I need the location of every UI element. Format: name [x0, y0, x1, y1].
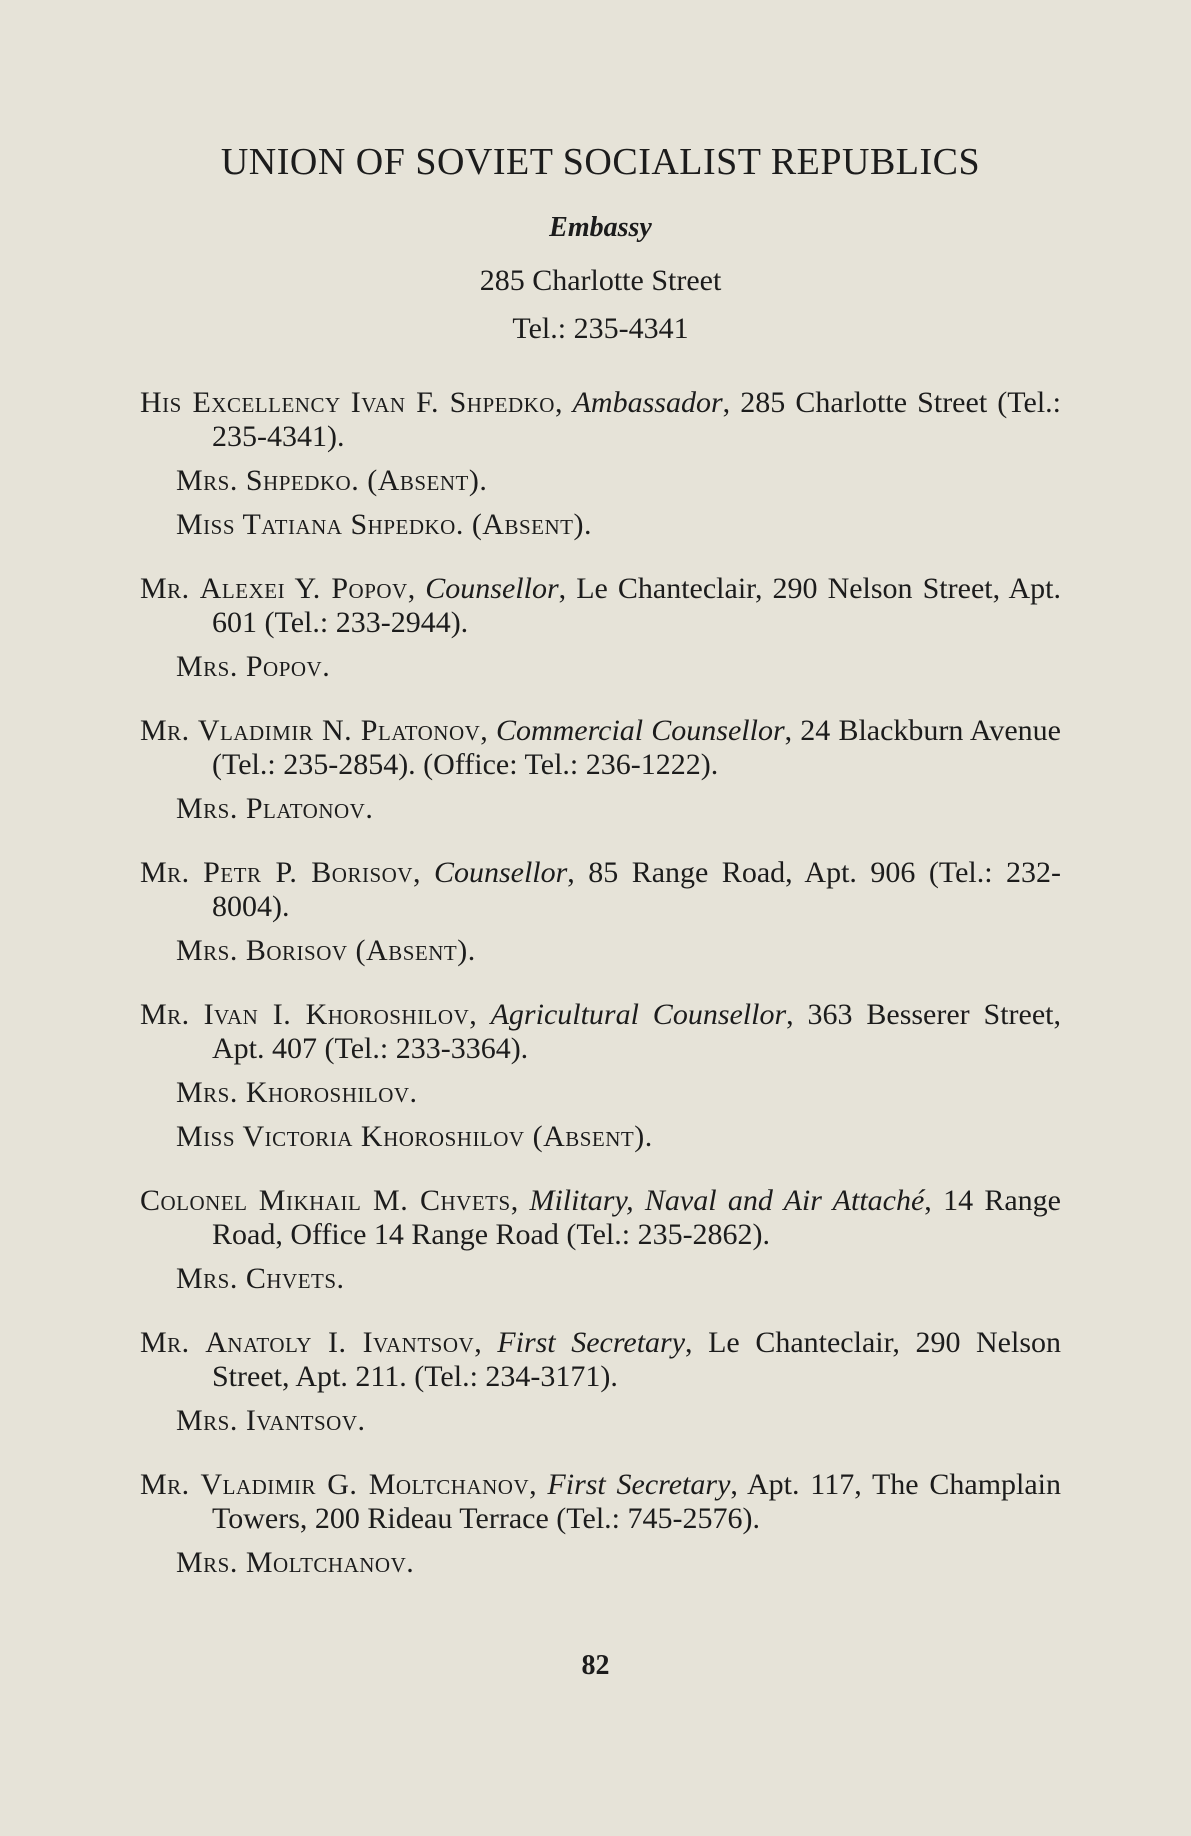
staff-name: Mikhail M. Chvets	[258, 1184, 511, 1217]
honorific: Mr.	[140, 856, 190, 889]
honorific: Mr.	[140, 1468, 190, 1501]
family-member: Mrs. Khoroshilov.	[176, 1076, 418, 1109]
family-member: Mrs. Platonov.	[176, 792, 374, 825]
staff-title: First Secretary	[497, 1326, 686, 1359]
staff-main-line: Mr. Ivan I. Khoroshilov, Agricultural Counsellor, 363 Besserer Street, Apt. 407 (Tel.: 233-3364).	[140, 998, 1062, 1065]
country-heading: UNION OF SOVIET SOCIALIST REPUBLICS	[220, 141, 981, 183]
staff-name: Vladimir N. Platonov	[197, 714, 481, 747]
staff-details: , Le Chanteclair, 290 Nelson Street, Apt. 601 (Tel.: 233-2944).	[212, 572, 1061, 639]
staff-title: Commercial Counsellor	[495, 714, 785, 747]
staff-main-line: His Excellency Ivan F. Shpedko, Ambassador, 285 Charlotte Street (Tel.: 235-4341).	[140, 386, 1061, 453]
honorific: Mr.	[140, 714, 190, 747]
staff-main-line: Mr. Petr P. Borisov, Counsellor, 85 Range Road, Apt. 906 (Tel.: 232-8004).	[140, 856, 1062, 923]
staff-title: Ambassador	[572, 386, 723, 419]
staff-title: Military, Naval and Air Attaché	[529, 1184, 925, 1217]
staff-details: , 285 Charlotte Street (Tel.: 235-4341).	[212, 386, 1061, 453]
staff-title: First Secretary	[547, 1468, 731, 1501]
staff-main-line: Mr. Anatoly I. Ivantsov, First Secretary, Le Chanteclair, 290 Nelson Street, Apt. 211. (Tel.: 234-3171).	[140, 1326, 1062, 1393]
embassy-address: 285 Charlotte Street	[479, 264, 722, 297]
family-member: Mrs. Shpedko. (Absent).	[176, 464, 488, 497]
staff-details: , Le Chanteclair, 290 Nelson Street, Apt. 211. (Tel.: 234-3171).	[212, 1326, 1062, 1393]
family-member: Mrs. Borisov (Absent).	[176, 934, 476, 967]
staff-entry	[140, 386, 1061, 542]
family-member: Mrs. Moltchanov.	[176, 1546, 415, 1579]
staff-main-line: Mr. Vladimir G. Moltchanov, First Secretary, Apt. 117, The Champlain Towers, 200 Rideau Terrace (Tel.: 745-2576).	[140, 1468, 1062, 1535]
staff-title: Counsellor	[425, 572, 559, 605]
staff-name: Petr P. Borisov	[203, 856, 413, 889]
staff-details: , 24 Blackburn Avenue (Tel.: 235-2854). (Office: Tel.: 236-1222).	[212, 714, 1061, 781]
staff-entry	[140, 998, 1061, 1154]
staff-title: Counsellor	[433, 856, 568, 889]
family-member: Mrs. Chvets.	[176, 1262, 345, 1295]
family-member: Miss Tatiana Shpedko. (Absent).	[176, 508, 592, 541]
staff-main-line: Mr. Alexei Y. Popov, Counsellor, Le Chanteclair, 290 Nelson Street, Apt. 601 (Tel.: 233-2944).	[140, 572, 1061, 639]
honorific: Mr.	[140, 1326, 190, 1359]
page-number: 82	[581, 1650, 610, 1681]
staff-name: Ivan I. Khoroshilov	[203, 998, 470, 1031]
staff-name: Anatoly I. Ivantsov	[205, 1326, 475, 1359]
staff-entry	[140, 856, 1061, 968]
staff-name: Ivan F. Shpedko	[350, 386, 555, 419]
family-member: Miss Victoria Khoroshilov (Absent).	[176, 1120, 653, 1153]
staff-entry	[140, 714, 1061, 826]
staff-title: Agricultural Counsellor	[490, 998, 787, 1031]
honorific: His Excellency	[140, 386, 341, 419]
staff-name: Vladimir G. Moltchanov	[200, 1468, 530, 1501]
honorific: Colonel	[140, 1184, 248, 1217]
honorific: Mr.	[140, 998, 190, 1031]
embassy-telephone: Tel.: 235-4341	[512, 312, 689, 345]
section-heading: Embassy	[549, 212, 652, 243]
honorific: Mr.	[140, 572, 190, 605]
family-member: Mrs. Ivantsov.	[176, 1404, 366, 1437]
staff-entry	[140, 1326, 1061, 1438]
staff-entry	[140, 572, 1061, 684]
staff-main-line: Mr. Vladimir N. Platonov, Commercial Counsellor, 24 Blackburn Avenue (Tel.: 235-2854). (Office: Tel.: 236-1222).	[140, 714, 1061, 781]
family-member: Mrs. Popov.	[176, 650, 331, 683]
staff-details: , Apt. 117, The Champlain Towers, 200 Rideau Terrace (Tel.: 745-2576).	[212, 1468, 1062, 1535]
staff-entry	[140, 1468, 1061, 1580]
staff-main-line: Colonel Mikhail M. Chvets, Military, Naval and Air Attaché, 14 Range Road, Office 14 Range Road (Tel.: 235-2862).	[140, 1184, 1061, 1251]
staff-name: Alexei Y. Popov	[199, 572, 408, 605]
staff-details: , 14 Range Road, Office 14 Range Road (Tel.: 235-2862).	[212, 1184, 1061, 1251]
staff-list	[140, 386, 1061, 1580]
staff-entry	[140, 1184, 1061, 1296]
staff-details: , 363 Besserer Street, Apt. 407 (Tel.: 233-3364).	[212, 998, 1062, 1065]
staff-details: , 85 Range Road, Apt. 906 (Tel.: 232-8004).	[212, 856, 1062, 923]
